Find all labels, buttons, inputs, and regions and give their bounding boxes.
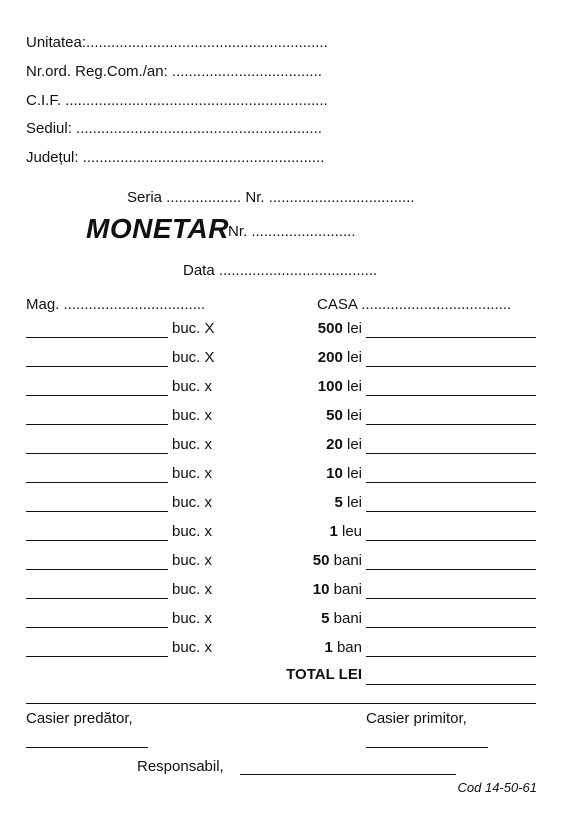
casier-primitor-signature-line[interactable] xyxy=(366,747,488,748)
denomination-label xyxy=(326,465,362,483)
value-input-line[interactable] xyxy=(366,424,536,425)
monetar-nr-field[interactable]: Nr. ......................... xyxy=(228,223,356,240)
value-input-line[interactable] xyxy=(366,453,536,454)
quantity-input-line[interactable] xyxy=(26,482,168,483)
document-title: MONETAR xyxy=(86,213,229,244)
denomination-unit: bani xyxy=(329,610,362,627)
quantity-input-line[interactable] xyxy=(26,337,168,338)
denomination-unit: bani xyxy=(329,581,362,598)
denomination-label xyxy=(326,407,362,425)
denomination-label xyxy=(318,349,362,367)
denomination-label xyxy=(313,581,362,599)
form-code: Cod 14-50-61 xyxy=(457,780,537,795)
denomination-unit: lei xyxy=(342,436,362,453)
denomination-amount: 5 xyxy=(321,610,330,627)
buc-label: buc. x xyxy=(172,436,213,453)
sediul-field[interactable]: Sediul: ........................................................... xyxy=(26,120,322,137)
nr-ord-reg-com-field[interactable]: Nr.ord. Reg.Com./an: .................................... xyxy=(26,63,322,80)
quantity-input-line[interactable] xyxy=(26,627,168,628)
denomination-amount: 10 xyxy=(326,465,343,482)
denomination-amount: 50 xyxy=(326,407,343,424)
denomination-label xyxy=(329,523,362,541)
judetul-field[interactable]: Județul: .......................................................... xyxy=(26,149,325,166)
quantity-input-line[interactable] xyxy=(26,511,168,512)
quantity-input-line[interactable] xyxy=(26,366,168,367)
buc-label: buc. x xyxy=(172,407,213,424)
buc-label: buc. X xyxy=(172,320,215,337)
denomination-amount: 20 xyxy=(326,436,343,453)
quantity-input-line[interactable] xyxy=(26,395,168,396)
value-input-line[interactable] xyxy=(366,482,536,483)
buc-label: buc. x xyxy=(172,639,213,656)
denomination-amount: 5 xyxy=(334,494,343,511)
casier-primitor-label: Casier primitor, xyxy=(366,710,467,727)
denomination-amount: 10 xyxy=(312,581,330,598)
denomination-label xyxy=(324,639,362,657)
buc-label: buc. x xyxy=(172,610,213,627)
denomination-amount: 1 xyxy=(324,639,333,656)
buc-label: buc. x xyxy=(172,465,213,482)
denomination-unit: lei xyxy=(342,349,362,366)
buc-label: buc. x xyxy=(172,552,213,569)
total-input-line[interactable] xyxy=(366,684,536,685)
casa-field[interactable]: CASA .................................... xyxy=(317,296,512,313)
quantity-input-line[interactable] xyxy=(26,540,168,541)
denomination-unit: lei xyxy=(342,465,362,482)
value-input-line[interactable] xyxy=(366,511,536,512)
denomination-label xyxy=(313,552,362,570)
denomination-label xyxy=(334,494,362,512)
denomination-amount: 50 xyxy=(312,552,330,569)
buc-label: buc. x xyxy=(172,494,213,511)
denomination-unit: ban xyxy=(332,639,362,656)
value-input-line[interactable] xyxy=(366,540,536,541)
casier-predator-signature-line[interactable] xyxy=(26,747,148,748)
quantity-input-line[interactable] xyxy=(26,569,168,570)
denomination-unit: lei xyxy=(342,378,362,395)
denomination-unit: lei xyxy=(342,494,362,511)
unitatea-field[interactable]: Unitatea:.......................................................... xyxy=(26,34,328,51)
denomination-label xyxy=(318,378,362,396)
total-label: TOTAL LEI xyxy=(286,666,362,683)
denomination-amount: 1 xyxy=(329,523,338,540)
denomination-amount: 100 xyxy=(317,378,343,395)
value-input-line[interactable] xyxy=(366,627,536,628)
value-input-line[interactable] xyxy=(366,366,536,367)
quantity-input-line[interactable] xyxy=(26,656,168,657)
seria-nr-field[interactable]: Seria .................. Nr. ................................... xyxy=(127,189,415,206)
quantity-input-line[interactable] xyxy=(26,424,168,425)
quantity-input-line[interactable] xyxy=(26,453,168,454)
value-input-line[interactable] xyxy=(366,598,536,599)
cif-field[interactable]: C.I.F. ............................................................... xyxy=(26,92,328,109)
quantity-input-line[interactable] xyxy=(26,598,168,599)
buc-label: buc. X xyxy=(172,349,215,366)
responsabil-signature-line[interactable] xyxy=(240,774,456,775)
denomination-unit: lei xyxy=(342,320,362,337)
value-input-line[interactable] xyxy=(366,337,536,338)
separator-line xyxy=(26,703,536,704)
responsabil-label: Responsabil, xyxy=(137,758,224,775)
denomination-unit: leu xyxy=(337,523,362,540)
denomination-amount: 500 xyxy=(317,320,343,337)
value-input-line[interactable] xyxy=(366,569,536,570)
denomination-unit: bani xyxy=(329,552,362,569)
denomination-unit: lei xyxy=(342,407,362,424)
value-input-line[interactable] xyxy=(366,656,536,657)
denomination-label xyxy=(318,320,362,338)
denomination-label xyxy=(326,436,362,454)
denomination-label xyxy=(321,610,362,628)
mag-field[interactable]: Mag. .................................. xyxy=(26,296,206,313)
buc-label: buc. x xyxy=(172,378,213,395)
buc-label: buc. x xyxy=(172,581,213,598)
denomination-amount: 200 xyxy=(317,349,343,366)
data-field[interactable]: Data ...................................... xyxy=(183,262,378,279)
casier-predator-label: Casier predător, xyxy=(26,710,133,727)
buc-label: buc. x xyxy=(172,523,213,540)
value-input-line[interactable] xyxy=(366,395,536,396)
